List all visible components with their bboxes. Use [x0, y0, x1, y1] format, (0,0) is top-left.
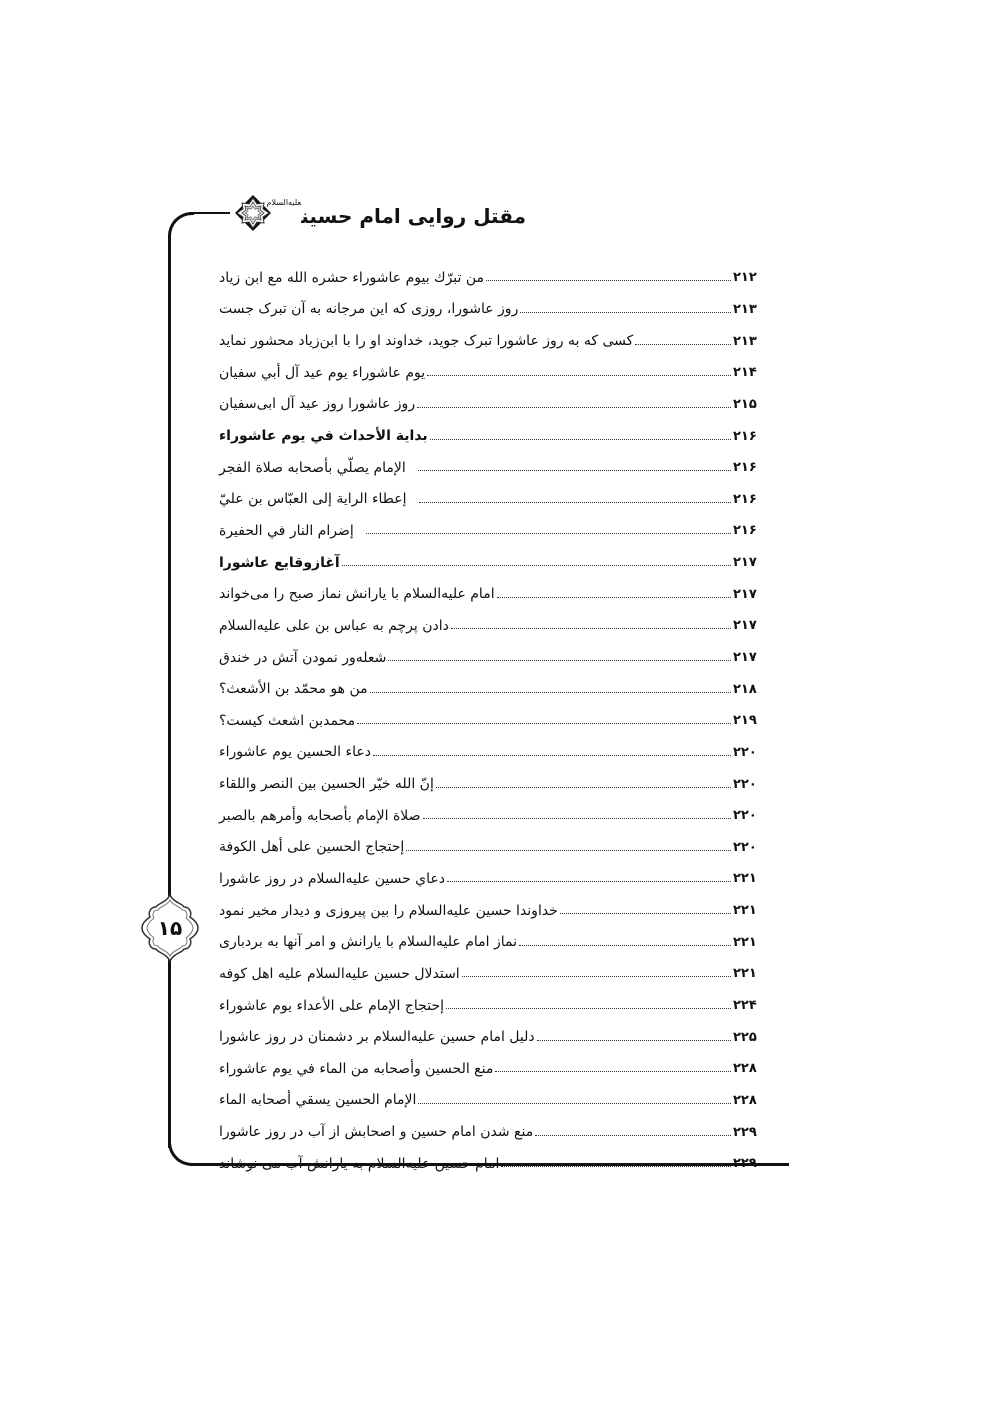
toc-row[interactable]: [215, 768, 763, 800]
toc-row[interactable]: [215, 673, 763, 705]
toc-title: صلاة الإمام بأصحابه وأمرهم بالصبر: [219, 807, 421, 824]
toc-page: ۲۲۰: [733, 776, 757, 792]
frame-corner-bottom: [168, 1140, 194, 1166]
toc-page: ۲۲۱: [733, 871, 757, 887]
leader-dots: [417, 407, 731, 408]
toc-row[interactable]: [215, 832, 763, 864]
toc-page: ۲۱۹: [733, 713, 757, 729]
toc-page: ۲۲۰: [733, 808, 757, 824]
toc-row[interactable]: [215, 389, 763, 421]
toc-title: إعطاء الراية إلى العبّاس بن عليّ: [219, 491, 407, 508]
toc-page: ۲۲۸: [733, 1092, 757, 1108]
toc-title: إحتجاج الإمام على الأعداء يوم عاشوراء: [219, 997, 444, 1014]
leader-dots: [519, 945, 731, 946]
leader-dots: [451, 628, 731, 629]
leader-dots: [560, 913, 731, 914]
toc-title: الإمام الحسين يسقي أصحابه الماء: [219, 1092, 417, 1109]
book-title-text: مقتل روایی امام حسین: [301, 204, 526, 228]
toc-page: ۲۱۵: [733, 396, 757, 412]
toc-title: محمدبن اشعث کیست؟: [219, 712, 356, 729]
toc-row[interactable]: [215, 325, 763, 357]
toc-page: ۲۲۱: [733, 903, 757, 919]
toc-row[interactable]: [215, 958, 763, 990]
toc-row[interactable]: [215, 578, 763, 610]
book-title: [266, 196, 526, 236]
frame-left-line-lower: [168, 958, 171, 1148]
leader-dots: [342, 565, 731, 566]
toc-page: ۲۲۴: [733, 998, 757, 1014]
toc-row[interactable]: [215, 800, 763, 832]
frame-left-line: [168, 236, 171, 896]
toc-title: کسی که به روز عاشورا تبرک جوید، خداوند او را با ابن‌زیاد محشور نماید: [219, 333, 634, 350]
toc-page: ۲۱۳: [733, 333, 757, 349]
toc-page: ۲۱۶: [733, 491, 757, 507]
toc-row[interactable]: [215, 705, 763, 737]
toc-page: ۲۱۷: [733, 650, 757, 665]
toc-title: دلیل امام حسین علیه‌السلام بر دشمنان در روز عاشورا: [219, 1029, 535, 1046]
toc-title: استدلال حسین علیه‌السلام علیه اهل کوفه: [219, 965, 460, 982]
leader-dots: [370, 692, 731, 693]
leader-dots: [419, 502, 731, 503]
toc-page: ۲۲۰: [733, 744, 757, 760]
frame-top-line: [190, 212, 230, 214]
toc-title: امام علیه‌السلام با یارانش نماز صبح را می‌خواند: [219, 586, 495, 603]
toc-title: بداية الأحداث في يوم عاشوراء: [219, 428, 428, 445]
leader-dots: [366, 533, 731, 534]
toc-title: دادن پرچم به عباس بن علی علیه‌السلام: [219, 617, 449, 634]
leader-dots: [520, 312, 731, 313]
leader-dots: [535, 1135, 731, 1136]
toc-title: نماز امام علیه‌السلام با یارانش و امر آنها به بردباری: [219, 934, 518, 951]
leader-dots: [447, 881, 731, 882]
toc-page: ۲۱۶: [733, 428, 757, 444]
toc-title: دعاء الحسين يوم عاشوراء: [219, 744, 371, 761]
toc-page: ۲۲۹: [733, 1156, 757, 1172]
toc-page: ۲۱۶: [733, 460, 757, 476]
toc-row[interactable]: [215, 515, 763, 547]
toc-title: خداوندا حسین علیه‌السلام را بین پیروزی و دیدار مخیر نمود: [219, 902, 558, 919]
leader-dots: [427, 375, 731, 376]
toc-row[interactable]: [215, 642, 763, 674]
toc-row[interactable]: [215, 262, 763, 294]
table-of-contents: [215, 262, 763, 1180]
toc-row[interactable]: [215, 863, 763, 895]
toc-title: منع شدن امام حسین و اصحابش از آب در روز عاشورا: [219, 1124, 534, 1141]
leader-dots: [537, 1040, 731, 1041]
toc-title: إضرام النار في الحفيرة: [219, 522, 354, 539]
toc-row[interactable]: [215, 1085, 763, 1117]
toc-title: من تبرّك بيوم عاشوراء حشره الله مع ابن زياد: [219, 269, 485, 286]
toc-row[interactable]: [215, 1116, 763, 1148]
toc-row[interactable]: [215, 452, 763, 484]
toc-page: ۲۲۹: [733, 1124, 757, 1140]
leader-dots: [423, 818, 731, 819]
leader-dots: [388, 660, 731, 661]
leader-dots: [495, 1071, 731, 1072]
toc-page: ۲۱۶: [733, 523, 757, 539]
toc-row[interactable]: [215, 895, 763, 927]
leader-dots: [430, 439, 731, 440]
leader-dots: [635, 344, 731, 345]
toc-page: ۲۲۱: [733, 934, 757, 950]
toc-title: امام حسین علیه‌السلام به یارانش آب می نوشاند: [219, 1155, 500, 1172]
toc-page: ۲۲۵: [733, 1029, 757, 1045]
toc-title: آغازوقایع عاشورا: [219, 554, 340, 571]
toc-row[interactable]: [215, 990, 763, 1022]
toc-page: ۲۱۳: [733, 301, 757, 317]
toc-row-heading[interactable]: [215, 547, 763, 579]
toc-title: روز عاشورا، روزی که این مرجانه به آن تبرک جست: [219, 301, 519, 318]
honorific: علیه‌السلام: [266, 198, 302, 207]
leader-dots: [436, 787, 731, 788]
toc-row[interactable]: [215, 1053, 763, 1085]
toc-page: ۲۱۲: [733, 270, 757, 286]
leader-dots: [497, 597, 731, 598]
toc-title: شعله‌ور نمودن آتش در خندق: [219, 649, 387, 666]
toc-page: ۲۲۰: [733, 839, 757, 855]
toc-page: ۲۲۸: [733, 1061, 757, 1077]
leader-dots: [486, 280, 731, 281]
toc-row[interactable]: [215, 610, 763, 642]
toc-title: روز عاشورا روز عید آل ابی‌سفیان: [219, 396, 416, 413]
toc-row[interactable]: [215, 1148, 763, 1180]
toc-title: يوم عاشوراء يوم عيد آل أبي سفيان: [219, 364, 426, 381]
toc-title: من هو محمّد بن الأشعث؟: [219, 681, 368, 698]
leader-dots: [406, 850, 731, 851]
frame-corner-top: [168, 212, 194, 238]
toc-row[interactable]: [215, 737, 763, 769]
page-number: ۱۵: [157, 916, 183, 940]
toc-title: دعاي حسين علیه‌السلام در روز عاشورا: [219, 870, 445, 887]
toc-page: ۲۱۴: [733, 365, 757, 381]
toc-row[interactable]: [215, 483, 763, 515]
toc-page: ۲۲۱: [733, 966, 757, 982]
toc-row[interactable]: [215, 1021, 763, 1053]
leader-dots: [462, 976, 731, 977]
leader-dots: [446, 1008, 731, 1009]
leader-dots: [373, 755, 731, 756]
toc-title: منع الحسين وأصحابه من الماء في يوم عاشوراء: [219, 1060, 494, 1077]
toc-page: ۲۱۷: [733, 555, 757, 571]
toc-title: إنّ الله خيّر الحسين بين النصر واللقاء: [219, 776, 434, 793]
toc-title: الإمام يصلّي بأصحابه صلاة الفجر: [219, 459, 406, 476]
toc-row-heading[interactable]: [215, 420, 763, 452]
leader-dots: [501, 1166, 731, 1167]
leader-dots: [418, 470, 731, 471]
toc-row[interactable]: [215, 357, 763, 389]
toc-page: ۲۱۸: [733, 681, 757, 697]
toc-row[interactable]: [215, 294, 763, 326]
page-number-badge: [140, 893, 200, 963]
toc-title: إحتجاج الحسين على أهل الكوفة: [219, 839, 405, 856]
toc-row[interactable]: [215, 926, 763, 958]
toc-page: ۲۱۷: [733, 586, 757, 602]
toc-page: ۲۱۷: [733, 618, 757, 634]
leader-dots: [357, 723, 731, 724]
leader-dots: [418, 1103, 731, 1104]
